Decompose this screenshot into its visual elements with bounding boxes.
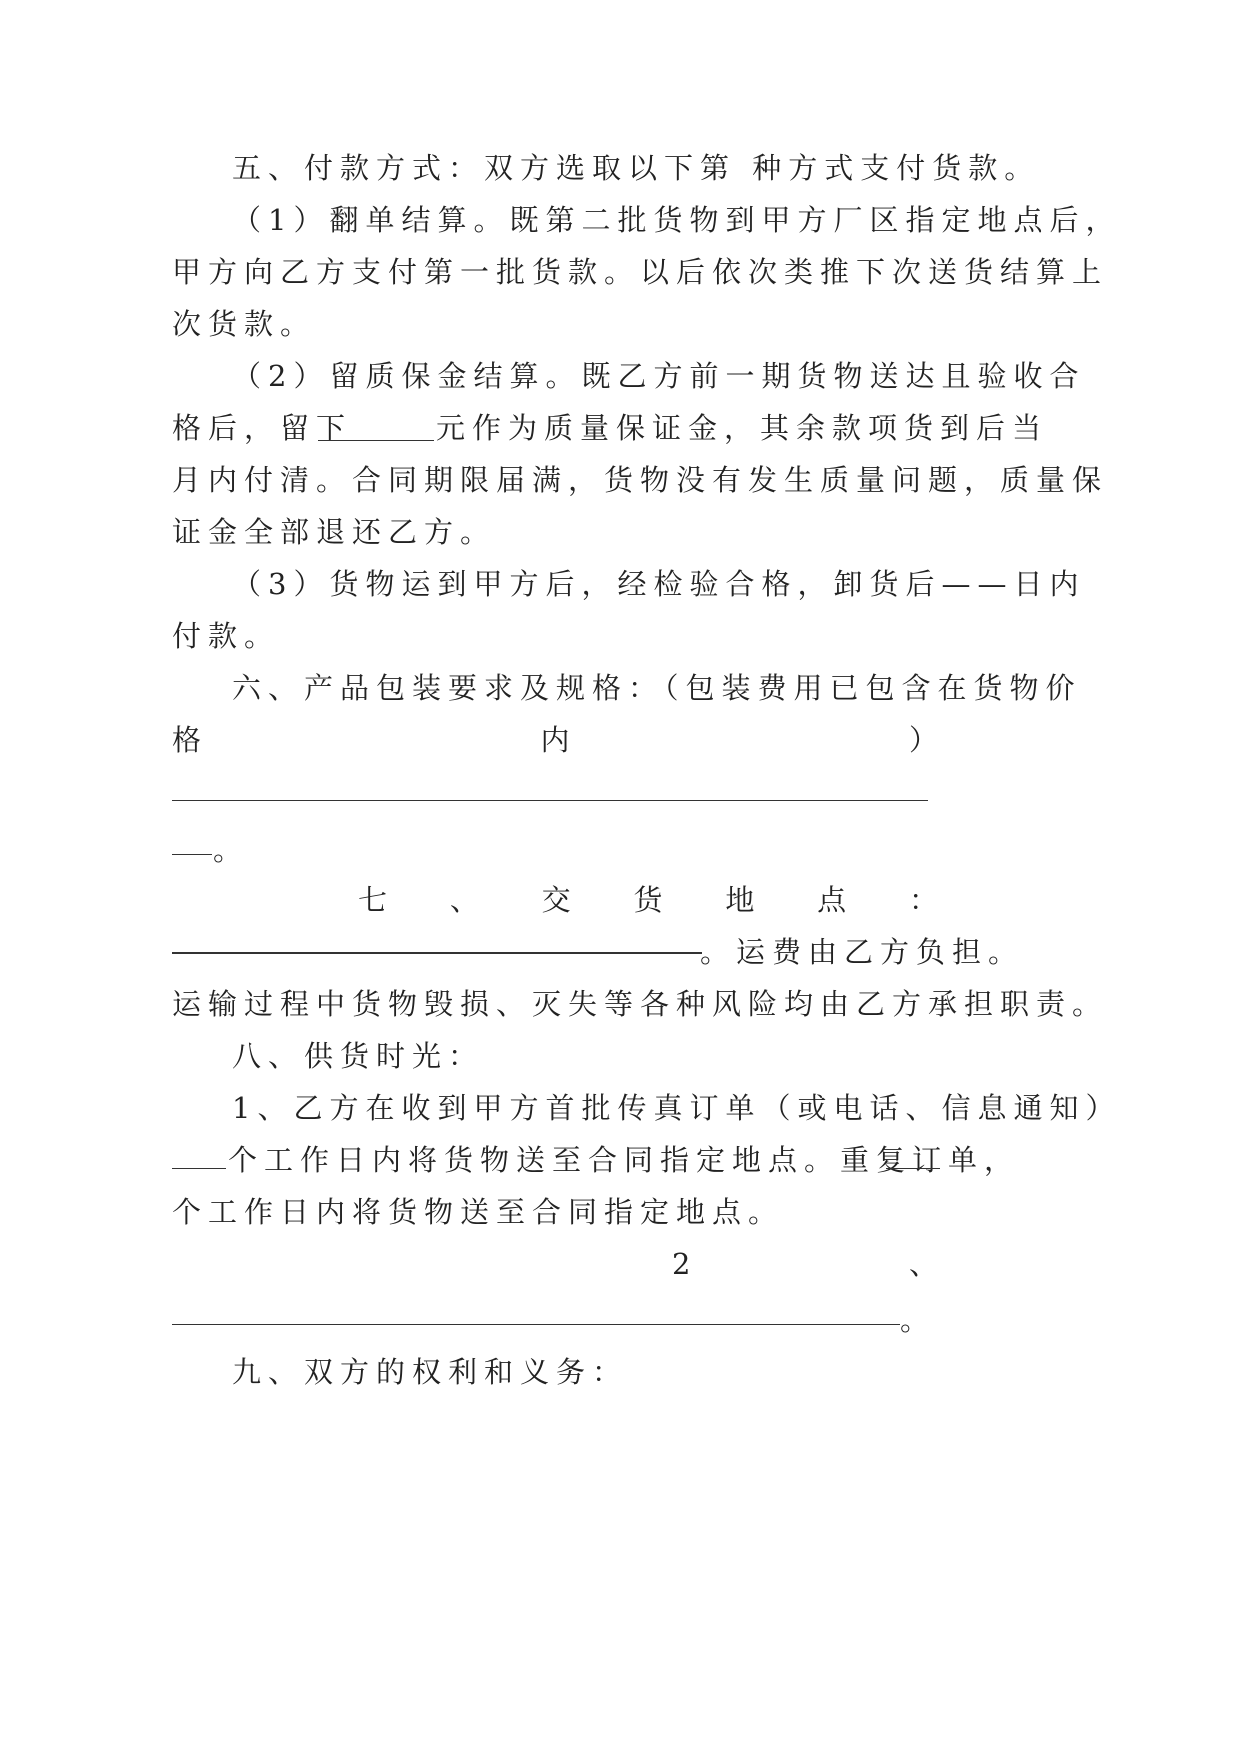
justified-char: 地: [725, 883, 755, 917]
section-6-end: 。: [213, 833, 250, 867]
justified-char: 交: [541, 883, 571, 917]
section-5-option-2-line-4: 证金全部退还乙方。: [172, 515, 497, 549]
section-5-option-1-line-3: 次货款。: [172, 307, 317, 341]
delivery-location-blank: [172, 952, 702, 954]
section-5-option-3-line-1: （3）货物运到甲方后，经检验合格，卸货后——日内: [232, 567, 1086, 601]
section-8-item-1-line-3: 个工作日内将货物送至合同指定地点。: [172, 1195, 785, 1229]
repeat-order-days-blank: [886, 1168, 940, 1169]
section-5-option-2-line-1: （2）留质保金结算。既乙方前一期货物送达且验收合: [232, 359, 1086, 393]
section-5-option-1-line-1: （1）翻单结算。既第二批货物到甲方厂区指定地点后，: [232, 203, 1122, 237]
justified-char: ）: [908, 723, 938, 757]
section-5-title: 五、付款方式：双方选取以下第 种方式支付货款。: [232, 151, 1041, 185]
section-6-title-line-1: 六、产品包装要求及规格：（包装费用已包含在货物价: [232, 671, 1082, 705]
justified-char: 货: [633, 883, 663, 917]
justified-char: 、: [908, 1247, 938, 1281]
first-order-days-blank: [172, 1168, 226, 1169]
justified-char: 2: [672, 1247, 691, 1281]
section-8-item-1-line-1: 1、乙方在收到甲方首批传真订单（或电话、信息通知）: [232, 1091, 1122, 1125]
section-6-title-line-2: [172, 720, 938, 760]
justified-char: 内: [540, 723, 570, 757]
section-5-option-1-line-2: 甲方向乙方支付第一批货款。以后依次类推下次送货结算上: [172, 255, 1109, 289]
section-5-option-2-line-2b: 元作为质量保证金，其余款项货到后当: [436, 411, 1049, 445]
section-7-line-2-tail: 。运费由乙方负担。: [700, 935, 1025, 969]
section-5-option-2-line-2a: 格后，留下: [172, 411, 353, 445]
packaging-spec-blank-short: [172, 854, 212, 855]
justified-char: ：: [908, 883, 938, 917]
section-5-option-2-line-3: 月内付清。合同期限届满，货物没有发生质量问题，质量保: [172, 463, 1109, 497]
section-7-line-3: 运输过程中货物毁损、灭失等各种风险均由乙方承担职责。: [172, 987, 1109, 1021]
section-8-title: 八、供货时光：: [232, 1039, 485, 1073]
section-8-item-2-header: [672, 1244, 938, 1284]
section-8-item-1-line-2: 个工作日内将货物送至合同指定地点。重复订单，: [228, 1143, 1021, 1177]
section-9-title: 九、双方的权利和义务：: [232, 1355, 629, 1389]
section-7-title: [358, 880, 938, 920]
deposit-amount-blank: [318, 440, 434, 441]
section-8-item-2-end: 。: [900, 1303, 937, 1337]
packaging-spec-blank-line: [172, 800, 928, 801]
justified-char: 格: [172, 723, 202, 757]
item-2-blank-line: [172, 1324, 900, 1325]
justified-char: 点: [817, 883, 847, 917]
section-5-option-3-line-2: 付款。: [172, 619, 281, 653]
justified-char: 、: [449, 883, 479, 917]
justified-char: 七: [358, 883, 388, 917]
